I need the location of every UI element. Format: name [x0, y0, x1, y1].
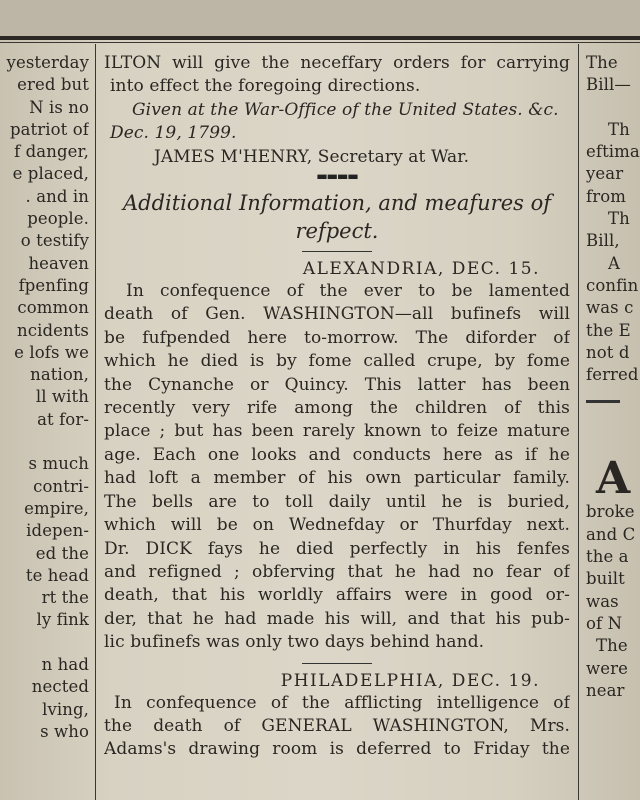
article-line: The bells are to toll daily until he is buried, — [104, 491, 570, 512]
section-heading: Additional Information, and meafures of — [122, 191, 552, 216]
right-column-line: not d — [586, 342, 630, 362]
right-column-line: built — [586, 569, 625, 589]
left-column-line: lving, — [42, 699, 89, 719]
left-column-line — [0, 632, 89, 654]
left-column-line — [0, 431, 89, 453]
left-column-line: yesterday — [6, 53, 89, 72]
column-rule-left — [95, 44, 96, 800]
section-ornament: ▬▬▬▬ — [316, 169, 358, 184]
page-top-edge — [0, 0, 640, 40]
left-column-line: common — [17, 298, 89, 318]
article-line: Dr. DICK fays he died perfectly in his fenfes — [104, 538, 570, 559]
left-column-line: at for- — [37, 409, 89, 429]
left-column — [0, 52, 89, 743]
left-column-line: ncidents — [17, 320, 89, 340]
divider — [302, 251, 372, 252]
dateline-alexandria: ALEXANDRIA, DEC. 15. — [302, 259, 540, 280]
left-column-line: people. — [27, 209, 89, 229]
right-column-line — [586, 97, 640, 119]
left-column-line: e placed, — [12, 164, 89, 184]
article-line: lic bufinefs was only two days behind hand. — [104, 632, 485, 653]
left-column-line: f danger, — [14, 142, 89, 162]
right-column-line: The — [596, 636, 628, 656]
left-column-line: ly fink — [36, 610, 89, 630]
left-column-line: N is no — [29, 97, 89, 117]
right-column-line: The — [586, 53, 618, 72]
left-column-line: nation, — [30, 365, 89, 385]
left-column-line: patriot of — [9, 119, 89, 139]
right-column-line: were — [586, 658, 628, 678]
left-column-line: te head — [25, 565, 89, 585]
article-line: the death of GENERAL WASHINGTON, Mrs. — [104, 715, 570, 736]
signature: JAMES M'HENRY, Secretary at War. — [154, 146, 470, 167]
left-column-line: . and in — [25, 186, 89, 206]
article-line: death of Gen. WASHINGTON—all bufinefs will — [104, 304, 570, 325]
article-line: had loft a member of his own particular family. — [104, 468, 570, 489]
right-column-line: broke — [586, 502, 635, 522]
order-line: ILTON will give the neceffary orders for carrying — [104, 53, 570, 73]
article-line: In confequence of the afflicting intelligence of — [114, 692, 570, 713]
article-line: which he died is by fome called crupe, by fome — [104, 351, 570, 372]
article-line: Adams's drawing room is deferred to Friday the — [104, 739, 570, 760]
given-at-line: Given at the War-Office of the United States. &c. — [132, 99, 559, 120]
left-column-line: ll with — [35, 387, 89, 407]
right-column-line: the a — [586, 547, 629, 567]
drop-cap: A — [596, 453, 631, 505]
left-column-line: ed the — [35, 543, 89, 563]
right-column-line: Bill, — [586, 231, 620, 251]
left-column-line: fpenfing — [18, 275, 89, 295]
right-column-spacer — [586, 417, 640, 457]
left-column-line: s who — [40, 721, 89, 741]
article-line: place ; but has been rarely known to feize mature — [104, 421, 570, 442]
right-column-line: from — [586, 186, 626, 206]
order-line: into effect the foregoing directions. — [110, 76, 421, 97]
right-column-line: Th — [608, 209, 630, 229]
divider — [302, 663, 372, 664]
main-column — [104, 52, 570, 762]
right-column-line: of N — [586, 613, 623, 633]
column-divider — [586, 400, 620, 403]
article-line: which will be on Wednefday or Thurfday next. — [104, 515, 570, 536]
right-column-line: Bill— — [586, 75, 631, 95]
article-line: age. Each one looks and conducts here as if he — [104, 444, 570, 465]
left-column-line: e lofs we — [14, 342, 89, 362]
article-line: death, that his worldly affairs were in good or- — [104, 585, 570, 606]
right-column-line: eftima — [586, 142, 640, 162]
right-column-line: and C — [586, 524, 636, 544]
right-column-line: Th — [608, 119, 630, 139]
section-heading-cont: refpect. — [295, 219, 379, 244]
left-column-line: o testify — [20, 231, 89, 251]
article-line: and refigned ; obferving that he had no fear of — [104, 561, 570, 582]
column-rule-right — [578, 44, 579, 800]
right-column-line: ferred — [586, 365, 639, 385]
left-column-line: empire, — [24, 498, 89, 518]
right-column-line: year — [586, 164, 624, 184]
right-column-line: confin — [586, 275, 639, 295]
article-line: der, that he had made his will, and that his pub- — [104, 608, 570, 629]
left-column-line: contri- — [33, 476, 89, 496]
right-column-line: was — [586, 591, 619, 611]
left-column-line: s much — [28, 454, 89, 474]
dateline-philadelphia: PHILADELPHIA, DEC. 19. — [280, 670, 540, 691]
left-column-line: n had — [41, 655, 89, 675]
article-line: In confequence of the ever to be lamented — [126, 281, 570, 302]
right-column-line: the E — [586, 320, 631, 340]
left-column-line: rt the — [41, 588, 89, 608]
right-column-line: A — [608, 253, 621, 273]
left-column-line: idepen- — [26, 521, 89, 541]
right-column-line: near — [586, 680, 625, 700]
left-column-line: ered but — [17, 75, 89, 95]
header-rule-thin — [0, 42, 640, 43]
article-line: be fufpended here to-morrow. The diforder of — [104, 327, 570, 348]
article-line: the Cynanche or Quincy. This latter has been — [104, 374, 570, 395]
right-column-line: was c — [586, 298, 634, 318]
article-line: recently very rife among the children of this — [104, 398, 570, 419]
right-column — [586, 52, 640, 702]
header-rule — [0, 36, 640, 40]
left-column-line: nected — [31, 677, 89, 697]
given-at-date: Dec. 19, 1799. — [110, 123, 237, 144]
left-column-line: heaven — [28, 253, 89, 273]
